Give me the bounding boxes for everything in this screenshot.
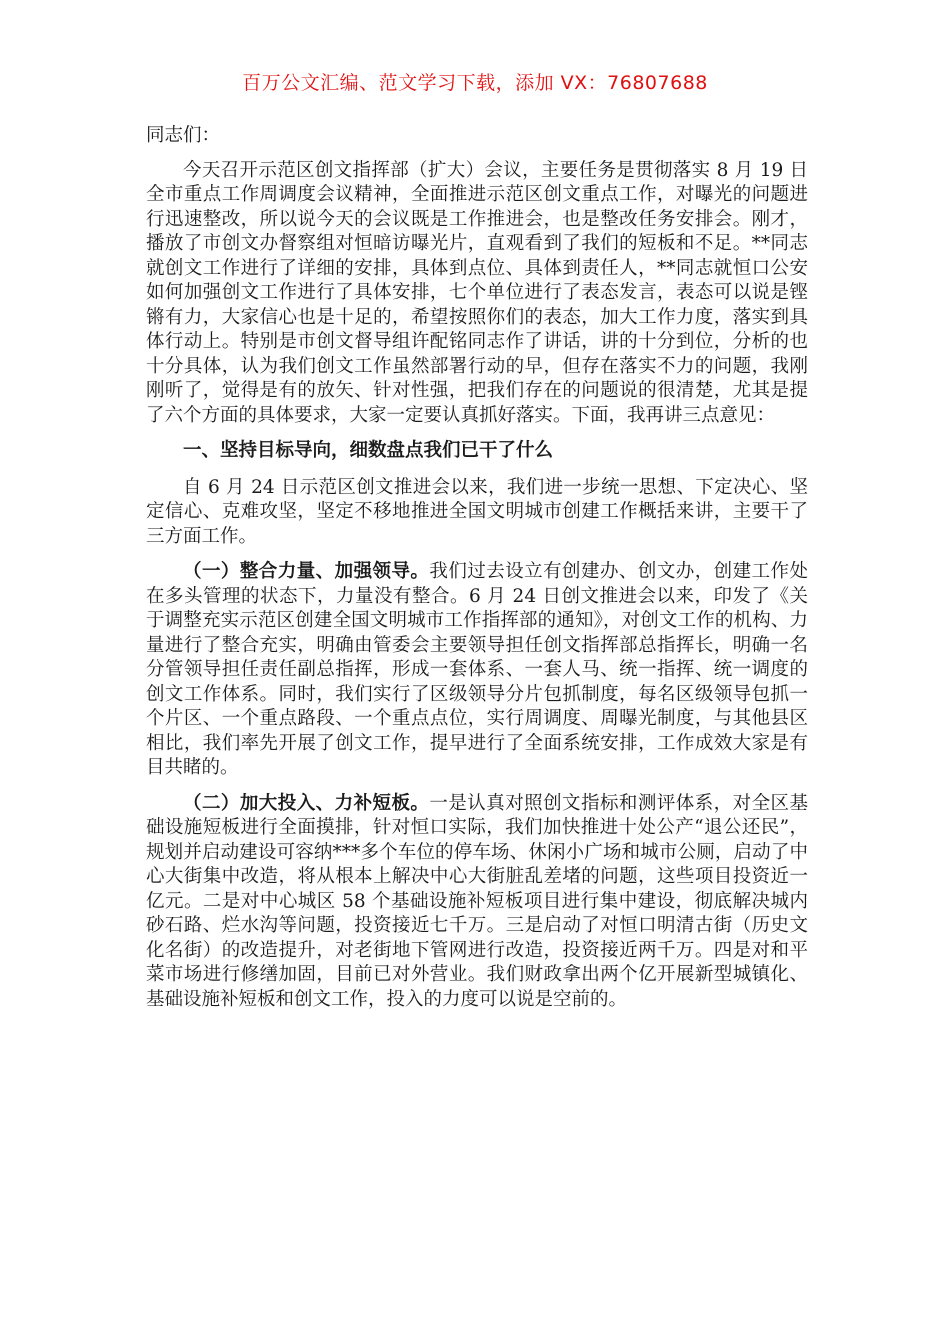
paragraph-investment: [146, 792, 808, 1013]
paragraph-integration-body: 我们过去设立有创建办、创文办，创建工作处在多头管理的状态下，力量没有整合。6 月 24 日创文推进会以来，印发了《关于调整充实示范区创建全国文明城市工作指挥部的通知》，对创文工作的机构、力量进行了整合充实，明确由管委会主要领导担任创文指挥部总指挥长，明确一名分管领导担任责任副总指挥，形成一套体系、一套人马、统一指挥、统一调度的创文工作体系。同时，我们实行了区级领导分片包抓制度，每名区级领导包抓一个片区、一个重点路段、一个重点点位，实行周调度、周曝光制度，与其他县区相比，我们率先开展了创文工作，提早进行了全面系统安排，工作成效大家是有目共睹的。: [146, 561, 808, 778]
subheading-integration: （一）整合力量、加强领导。: [183, 561, 430, 582]
subheading-investment: （二）加大投入、力补短板。: [183, 792, 430, 814]
paragraph-investment-body: 一是认真对照创文指标和测评体系，对全区基础设施短板进行全面摸排，针对恒口实际，我们加快推进十处公产“退公还民”，规划并启动建设可容纳***多个车位的停车场、休闲小广场和城市公厕，启动了中心大街集中改造，将从根本上解决中心大街脏乱差堵的问题，这些项目投资近一亿元。二是对中心城区 58 个基础设施补短板项目进行集中建设，彻底解决城内砂石路、烂水沟等问题，投资接近七千万。三是启动了对恒口明清古街（历史文化名街）的改造提升，对老街地下管网进行改造，投资接近两千万。四是对和平菜市场进行修缮加固，目前已对外营业。我们财政拿出两个亿开展新型城镇化、基础设施补短板和创文工作，投入的力度可以说是空前的。: [146, 792, 808, 1010]
paragraph-integration: [146, 560, 808, 781]
paragraph-summary: 自 6 月 24 日示范区创文推进会以来，我们进一步统一思想、下定决心、坚定信心、克难攻坚，坚定不移地推进全国文明城市创建工作概括来讲，主要干了三方面工作。: [146, 476, 808, 547]
document-body: [146, 124, 808, 1023]
watermark-banner: 百万公文汇编、范文学习下载，添加 VX：76807688: [242, 72, 708, 94]
section-heading-1: 一、坚持目标导向，细数盘点我们已干了什么: [183, 440, 554, 461]
greeting: 同志们：: [146, 125, 221, 146]
paragraph-intro: 今天召开示范区创文指挥部（扩大）会议，主要任务是贯彻落实 8 月 19 日全市重点工作周调度会议精神，全面推进示范区创文重点工作，对曝光的问题进行迅速整改，所以说今天的会议既是工作推进会，也是整改任务安排会。刚才，播放了市创文办督察组对恒暗访曝光片，直观看到了我们的短板和不足。**同志就创文工作进行了详细的安排，具体到点位、具体到责任人，**同志就恒口公安如何加强创文工作进行了具体安排，七个单位进行了表态发言，表态可以说是铿锵有力，大家信心也是十足的，希望按照你们的表态，加大工作力度，落实到具体行动上。特别是市创文督导组许配铭同志作了讲话，讲的十分到位，分析的也十分具体，认为我们创文工作虽然部署行动的早，但存在落实不力的问题，我刚刚听了，觉得是有的放矢、针对性强，把我们存在的问题说的很清楚，尤其是提了六个方面的具体要求，大家一定要认真抓好落实。下面，我再讲三点意见：: [146, 159, 808, 426]
